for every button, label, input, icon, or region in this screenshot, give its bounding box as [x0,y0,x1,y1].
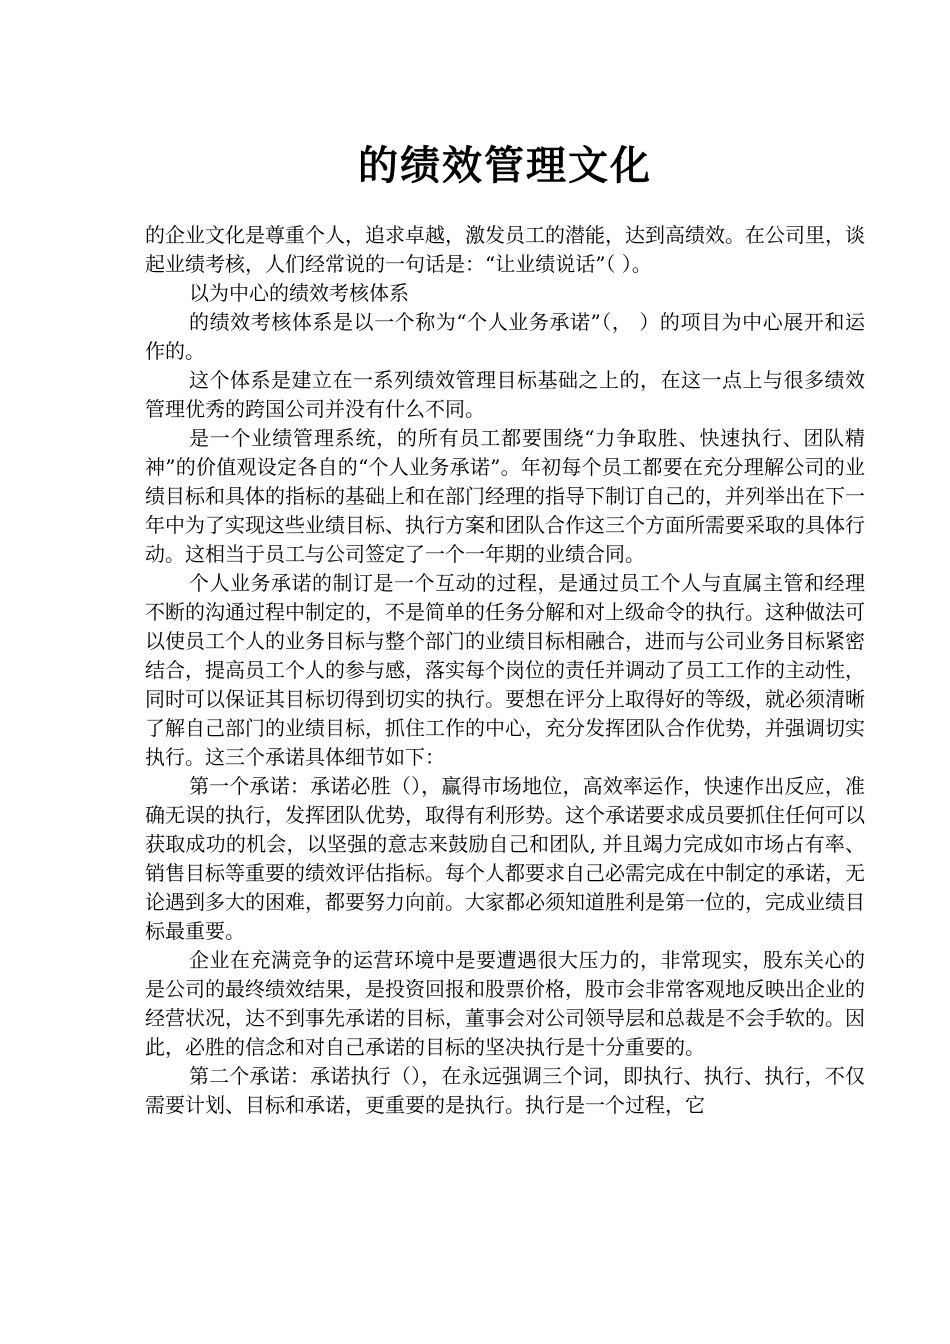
document-title: 的绩效管理文化 [358,143,652,189]
paragraph-2: 以为中心的绩效考核体系 [189,281,409,305]
paragraph-1: 的企业文化是尊重个人，追求卓越，激发员工的潜能，达到高绩效。在公司里，谈起业绩考核，人们经常说的一句话是：“让业绩说话”（ ）。 [145,223,865,276]
paragraph-8: 企业在充满竞争的运营环境中是要遭遇很大压力的，非常现实，股东关心的是公司的最终绩效结果，是投资回报和股票价格，股市会非常客观地反映出企业的经营状况，达不到事先承诺的目标，董事会对公司领导层和总裁是不会手软的。因此，必胜的信念和对自己承诺的目标的坚决执行是十分重要的。 [145,948,865,1059]
paragraph-4: 这个体系是建立在一系列绩效管理目标基础之上的，在这一点上与很多绩效管理优秀的跨国公司并没有什么不同。 [145,368,865,421]
paragraph-6: 个人业务承诺的制订是一个互动的过程，是通过员工个人与直属主管和经理不断的沟通过程中制定的，不是简单的任务分解和对上级命令的执行。这种做法可以使员工个人的业务目标与整个部门的业绩目标相融合，进而与公司业务目标紧密结合，提高员工个人的参与感，落实每个岗位的责任并调动了员工工作的主动性，同时可以保证其目标切得到切实的执行。要想在评分上取得好的等级，就必须清晰了解自己部门的业绩目标，抓住工作的中心，充分发挥团队合作优势，并强调切实执行。这三个承诺具体细节如下： [145,571,865,769]
paragraph-9: 第二个承诺：承诺执行（），在永远强调三个词，即执行、执行、执行，不仅需要计划、目标和承诺，更重要的是执行。执行是一个过程，它 [145,1064,865,1117]
paragraph-3: 的绩效考核体系是以一个称为“个人业务承诺”（， ）的项目为中心展开和运作的。 [145,310,865,363]
paragraph-5: 是一个业绩管理系统，的所有员工都要围绕“力争取胜、快速执行、团队精神”的价值观设定各自的“个人业务承诺”。年初每个员工都要在充分理解公司的业绩目标和具体的指标的基础上和在部门经理的指导下制订自己的，并列举出在下一年中为了实现这些业绩目标、执行方案和团队合作这三个方面所需要采取的具体行动。这相当于员工与公司签定了一个一年期的业绩合同。 [145,426,865,566]
paragraph-7: 第一个承诺：承诺必胜（），赢得市场地位，高效率运作，快速作出反应，准确无误的执行，发挥团队优势，取得有利形势。这个承诺要求成员要抓住任何可以获取成功的机会，以坚强的意志来鼓励自己和团队, 并且竭力完成如市场占有率、销售目标等重要的绩效评估指标。每个人都要求自己必需完成在中制定的承诺，无论遇到多大的困难，都要努力向前。大家都必须知道胜利是第一位的，完成业绩目标最重要。 [145,774,865,943]
document-body [145,221,865,1120]
